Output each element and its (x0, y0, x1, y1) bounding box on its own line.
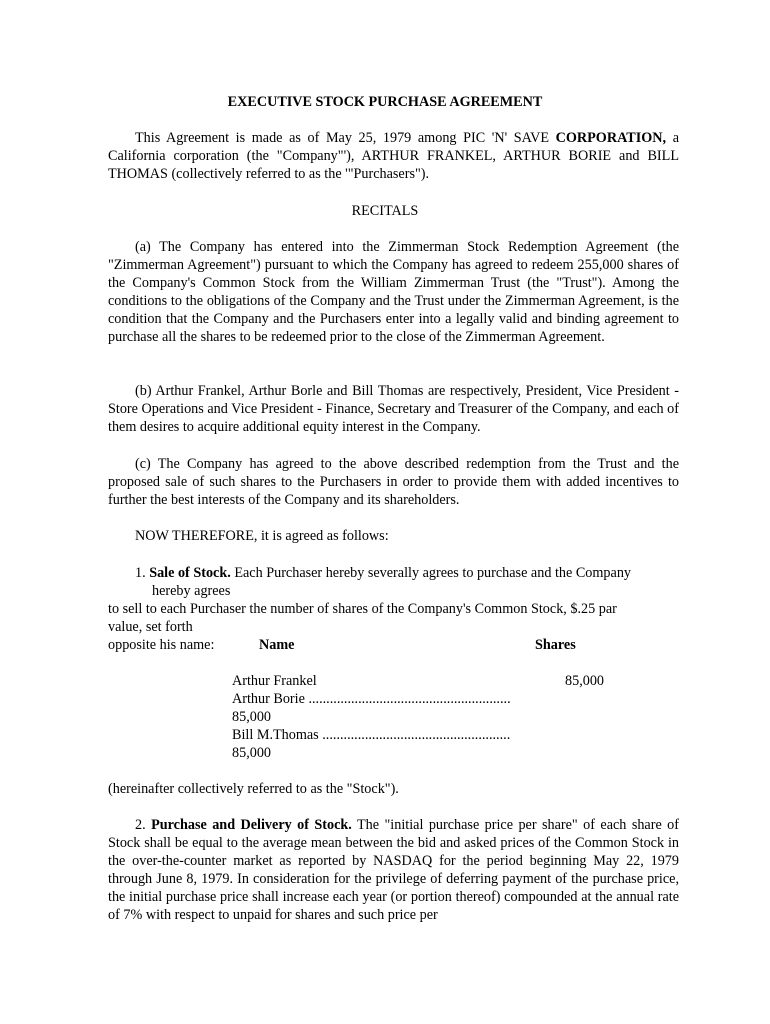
section1-heading: Sale of Stock. (149, 565, 231, 581)
table-row-shares: 85,000 (232, 709, 272, 725)
section1-line3: to sell to each Purchaser the number of shares of the Company's Common Stock, $.25 par (108, 601, 617, 617)
shares-column-header: Shares (535, 637, 576, 653)
name-column-header: Name (259, 637, 295, 653)
section1-number: 1. (135, 565, 150, 581)
section1-line5: opposite his name: (108, 637, 215, 653)
section1-line2: hereby agrees (152, 583, 231, 599)
now-therefore-line: NOW THEREFORE, it is agreed as follows: (135, 528, 389, 544)
recital-b-paragraph: (b) Arthur Frankel, Arthur Borle and Bill Thomas are respectively, President, Vice President - Store Operations and Vice President - Finance, Secretary and Treasurer of the Company, and each of them desires to acquire additional equity interest in the Company. (108, 383, 679, 435)
section1-line1-text: Each Purchaser hereby severally agrees to purchase and the Company (230, 565, 632, 581)
document-title: EXECUTIVE STOCK PURCHASE AGREEMENT (227, 94, 543, 110)
recitals-heading: RECITALS (351, 203, 419, 219)
section1-first-line (135, 564, 631, 582)
table-row-name: Bill M.Thomas ..................................................... (232, 727, 511, 743)
intro-text-start: This Agreement is made as of May 25, 1979 among PIC 'N' SAVE (135, 130, 556, 146)
table-row-shares: 85,000 (565, 673, 605, 689)
table-row-name: Arthur Frankel (232, 673, 317, 689)
intro-text-end: a California corporation (the "Company"'), ARTHUR FRANKEL, ARTHUR BORIE and BILL THOMAS (collectively referred to as the '"Purchasers"). (108, 130, 679, 182)
hereinafter-line: (hereinafter collectively referred to as the "Stock"). (108, 781, 399, 797)
recital-a-paragraph: (a) The Company has entered into the Zimmerman Stock Redemption Agreement (the "Zimmerman Agreement") pursuant to which the Company has agreed to redeem 255,000 shares of the Company's Common Stock from the William Zimmerman Trust (the "Trust"). Among the conditions to the obligations of the Company and the Trust under the Zimmerman Agreement, is the condition that the Company and the Purchasers enter into a legally valid and binding agreement to purchase all the shares to be redeemed prior to the close of the Zimmerman Agreement. (108, 239, 679, 345)
section2-heading: Purchase and Delivery of Stock. (151, 817, 352, 833)
section1-line4: value, set forth (108, 619, 193, 635)
section2-text: The "initial purchase price per share" of each share of Stock shall be equal to the average mean between the bid and asked prices of the Common Stock in the over-the-counter market as reported by NASDAQ for the period beginning May 22, 1979 through June 8, 1979. In consideration for the privilege of deferring payment of the purchase price, the initial purchase price shall increase each year (or portion thereof) compounded at the annual rate of 7% with respect to unpaid for shares and such price per (108, 817, 679, 923)
table-row-shares: 85,000 (232, 745, 272, 761)
table-row-name: Arthur Borie ......................................................... (232, 691, 511, 707)
recital-c-paragraph: (c) The Company has agreed to the above described redemption from the Trust and the proposed sale of such shares to the Purchasers in order to provide them with added incentives to further the best interests of the Company and its shareholders. (108, 456, 679, 508)
section2-number: 2. (135, 817, 152, 833)
intro-bold-text: CORPORATION, (555, 130, 667, 146)
intro-paragraph (108, 129, 679, 183)
section2-paragraph (108, 816, 679, 924)
